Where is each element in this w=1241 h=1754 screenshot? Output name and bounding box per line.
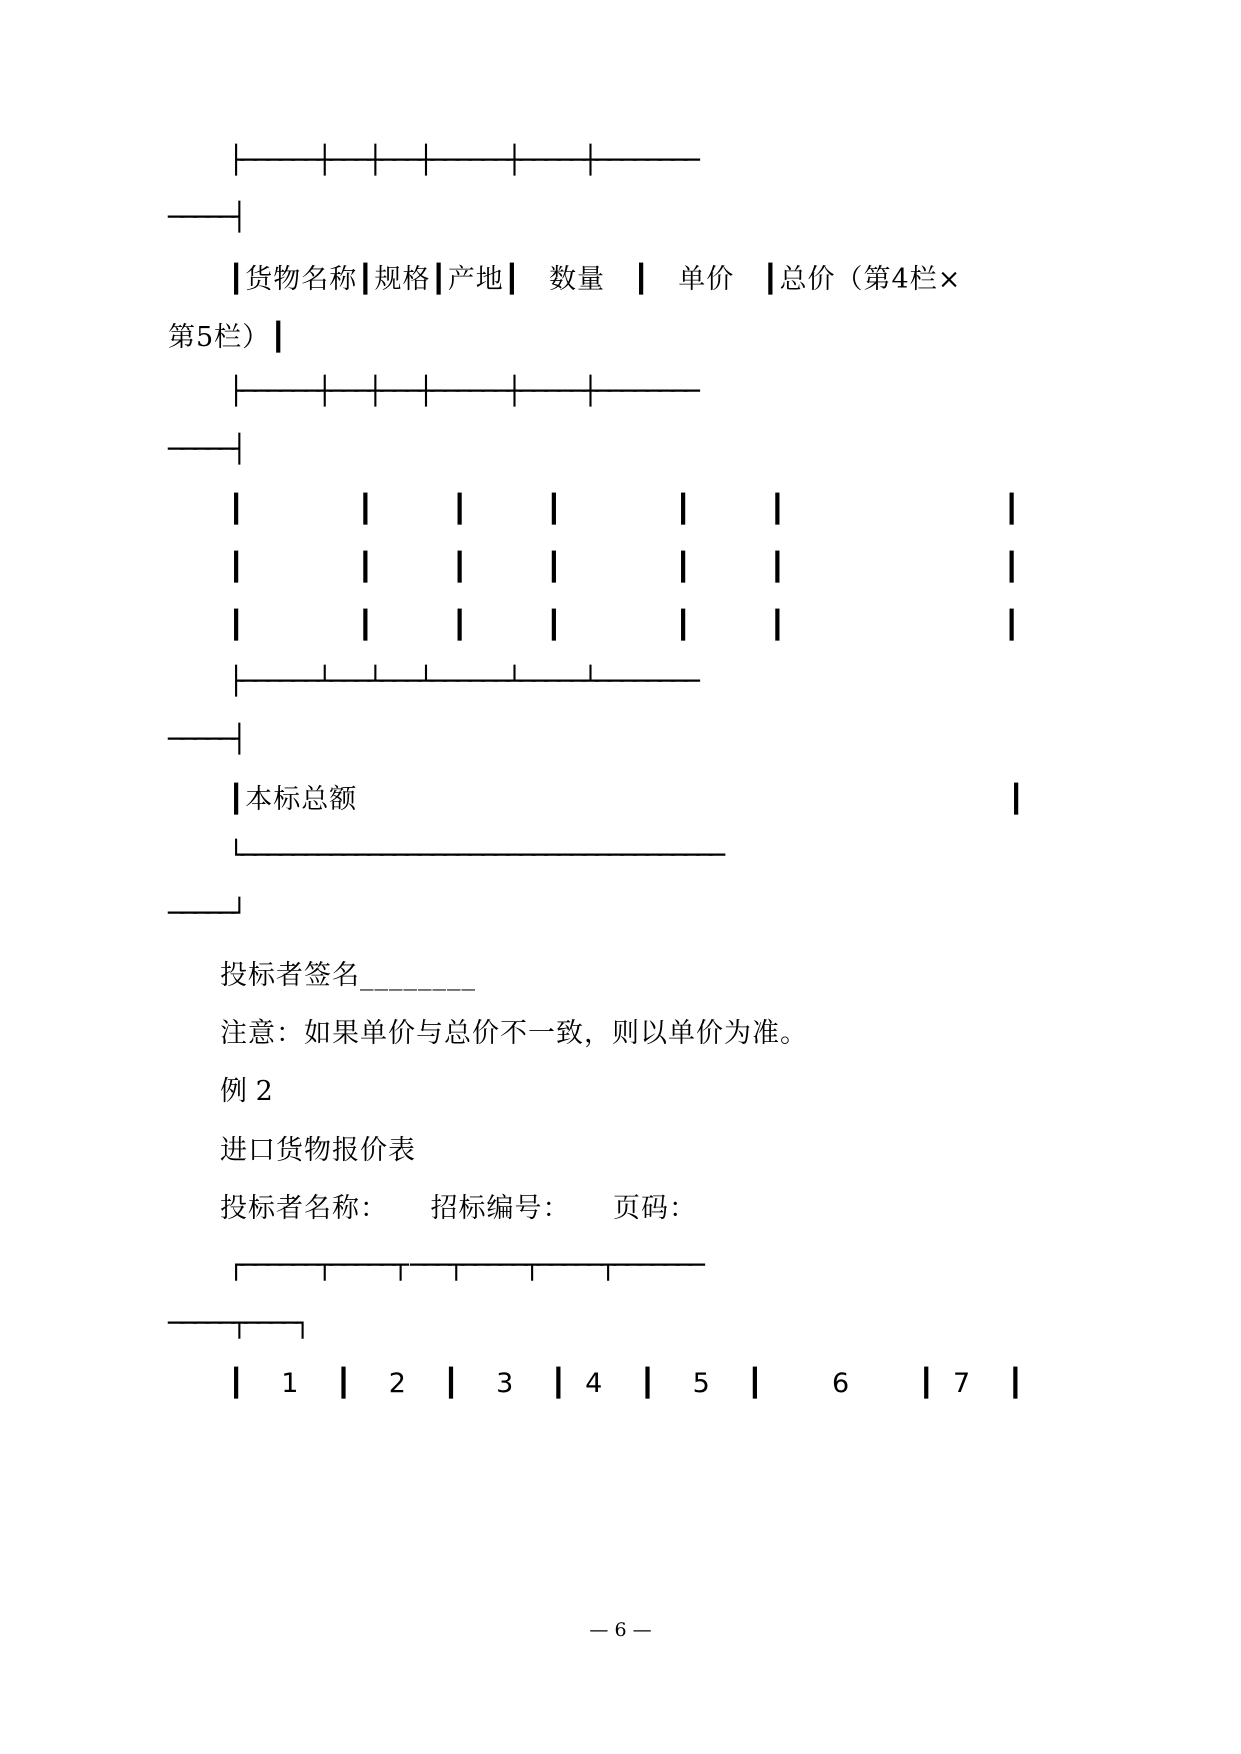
table1-rule-top-wrap: ─────┤: [168, 202, 244, 233]
note-text: 注意：如果单价与总价不一致，则以单价为准。: [220, 1018, 808, 1049]
table1-header-row-wrap: 第5栏）┃: [168, 322, 288, 353]
table2-meta: 投标者名称： 招标编号： 页码：: [220, 1193, 697, 1224]
table1-rule-mid-wrap: ─────┤: [168, 434, 244, 465]
table2-rule-top: ┌──────┬─────┬ ───┬─────┬─────┬───────: [228, 1250, 702, 1281]
table1-rule-bottom-wrap: ─────┤: [168, 724, 244, 755]
table1-rule-end: └──────────────────────────────────────: [228, 840, 722, 871]
table2-header-row: ┃ 1 ┃ 2 ┃ 3 ┃ 4 ┃ 5 ┃ 6 ┃ 7 ┃: [228, 1368, 1029, 1399]
table1-empty-row: ┃ ┃ ┃ ┃ ┃ ┃ ┃: [228, 610, 1028, 641]
page-number: — 6 —: [589, 1619, 652, 1641]
table1-total-right-border: ┃: [1008, 784, 1025, 815]
signature-line: 投标者签名________: [220, 960, 476, 991]
table1-rule-mid: ├──────┼───┼───┼──────┼─────┼────────: [228, 376, 697, 407]
table2-title: 进口货物报价表: [220, 1135, 416, 1166]
table1-header-row: ┃货物名称┃规格┃产地┃ 数量 ┃ 单价 ┃总价（第4栏×: [228, 264, 962, 295]
example-label: 例 2: [220, 1076, 273, 1107]
table1-empty-row: ┃ ┃ ┃ ┃ ┃ ┃ ┃: [228, 494, 1028, 525]
table1-rule-top: ├──────┼───┼───┼──────┼─────┼────────: [228, 145, 697, 176]
table1-rule-bottom: ├──────┴───┴───┴──────┴─────┴────────: [228, 666, 697, 697]
table1-total-label: ┃本标总额: [228, 784, 358, 815]
table2-rule-top-wrap: ─────┬────┐: [168, 1308, 308, 1339]
table1-empty-row: ┃ ┃ ┃ ┃ ┃ ┃ ┃: [228, 552, 1028, 583]
table1-rule-end-wrap: ─────┘: [168, 898, 244, 929]
